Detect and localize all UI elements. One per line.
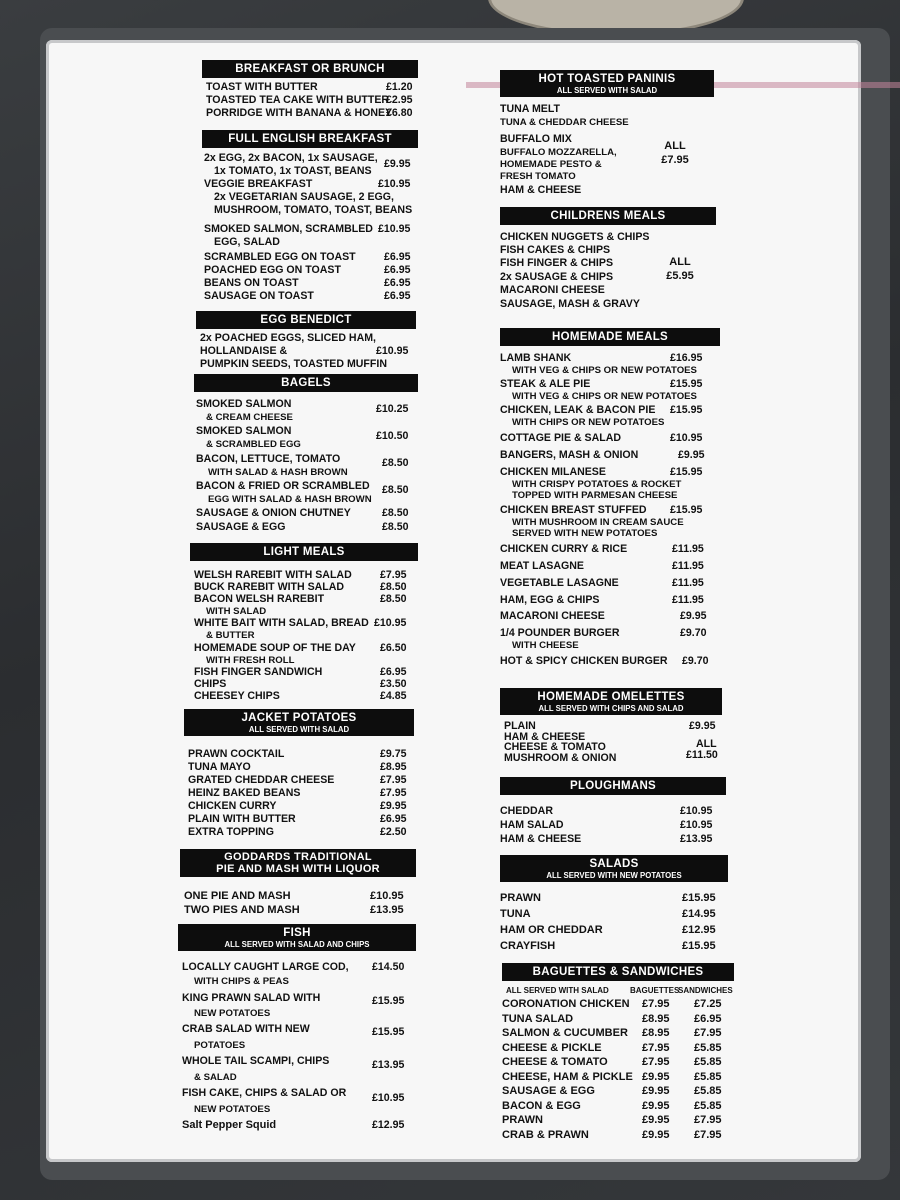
list-item: MACARONI CHEESE (500, 284, 605, 296)
item-list (500, 352, 744, 672)
baguette-price: £9.95 (642, 1128, 670, 1141)
section-header: LIGHT MEALS (190, 543, 418, 561)
list-item: MUSHROOM & ONION (504, 751, 617, 764)
list-item: FISH CAKE, CHIPS & SALAD OR (182, 1087, 347, 1099)
list-item: WITH FRESH ROLL (206, 655, 295, 666)
list-item: FISH FINGER SANDWICH (194, 666, 323, 678)
list-item: MEAT LASAGNE (500, 560, 584, 572)
column-headers: ALL SERVED WITH SALAD BAGUETTES SANDWICHES (506, 986, 733, 995)
price: £3.50 (380, 678, 407, 690)
section-header: GODDARDS TRADITIONAL PIE AND MASH WITH LIQUOR (180, 849, 416, 877)
baguette-price: £9.95 (642, 1085, 670, 1097)
section-header: BAGELS (194, 374, 418, 392)
section-header: JACKET POTATOES ALL SERVED WITH SALAD (184, 709, 414, 736)
item-name: CORONATION CHICKEN (502, 998, 630, 1010)
list-item: NEW POTATOES (194, 1008, 271, 1019)
list-item: COTTAGE PIE & SALAD (500, 432, 622, 444)
baguette-price: £9.95 (642, 1099, 670, 1112)
list-item: CHICKEN BREAST STUFFED (500, 504, 647, 516)
list-item: SERVED WITH NEW POTATOES (512, 528, 658, 539)
item-name: CHEESE & PICKLE (502, 1041, 602, 1054)
section-header: BAGUETTES & SANDWICHES (502, 963, 734, 981)
baguette-price: £8.95 (642, 1027, 670, 1039)
price: £16.95 (670, 352, 703, 364)
item-name: TUNA SALAD (502, 1012, 574, 1025)
list-item: PRAWN COCKTAIL £9.75 (188, 748, 407, 760)
list-item: FRESH TOMATO (500, 171, 576, 182)
price: £11.50 (686, 749, 718, 761)
baguette-price: £7.95 (642, 998, 670, 1010)
price: £10.25 (376, 403, 409, 415)
item-list (196, 398, 418, 538)
section-jacket-potatoes (176, 709, 418, 839)
item-list (206, 81, 418, 120)
list-item: CHICKEN, LEAK & BACON PIE (500, 404, 656, 416)
list-item: CRAYFISH £15.95 (500, 940, 716, 952)
item-list (184, 889, 418, 917)
price: £6.95 (384, 277, 411, 289)
price: £9.95 (384, 158, 411, 170)
section-header: HOMEMADE OMELETTES ALL SERVED WITH CHIPS AND SALAD (500, 688, 722, 715)
list-item: TOASTED TEA CAKE WITH BUTTER £2.95 (206, 94, 413, 106)
list-item: 2x EGG, 2x BACON, 1x SAUSAGE, (204, 152, 378, 164)
list-item: PUMPKIN SEEDS, TOASTED MUFFIN (200, 358, 387, 370)
section-goddards (176, 849, 418, 917)
sandwich-price: £5.85 (694, 1085, 722, 1097)
list-item: POTATOES (194, 1040, 246, 1051)
price: £10.95 (376, 345, 409, 357)
sandwich-price: £7.95 (694, 1114, 722, 1126)
sandwich-price: £5.85 (694, 1056, 722, 1068)
section-paninis (494, 70, 744, 203)
list-item: SAUSAGE ON TOAST (204, 290, 314, 302)
list-item: MUSHROOM, TOMATO, TOAST, BEANS (214, 204, 413, 216)
list-item: HOLLANDAISE & (200, 345, 288, 357)
baguette-price: £9.95 (642, 1114, 670, 1126)
baguette-price: £9.95 (642, 1070, 670, 1083)
list-item: MACARONI CHEESE (500, 610, 605, 622)
list-item: WITH CRISPY POTATOES & ROCKET (512, 479, 682, 490)
baguette-price: £8.95 (642, 1012, 670, 1025)
table-row (502, 1113, 744, 1128)
list-item: VEGGIE BREAKFAST (204, 178, 313, 190)
sandwich-price: £5.85 (694, 1099, 722, 1112)
list-item: PLAIN WITH BUTTER £6.95 (188, 813, 407, 825)
list-item: VEGETABLE LASAGNE (500, 577, 619, 589)
price: £10.95 (378, 178, 411, 190)
section-header: FULL ENGLISH BREAKFAST (202, 130, 418, 148)
list-item: Salt Pepper Squid (182, 1119, 277, 1131)
price: £15.95 (372, 1026, 405, 1038)
price: £6.95 (384, 290, 411, 302)
list-item: CRAB SALAD WITH NEW (182, 1023, 310, 1035)
list-item: FISH FINGER & CHIPS (500, 257, 614, 269)
baguette-price: £7.95 (642, 1041, 670, 1054)
list-item: SMOKED SALMON (196, 398, 292, 410)
list-item: TUNA £14.95 (500, 908, 716, 920)
section-fish (176, 924, 418, 1141)
list-item: WHOLE TAIL SCAMPI, CHIPS (182, 1055, 330, 1067)
sandwich-price: £5.85 (694, 1070, 722, 1083)
price: £8.50 (382, 457, 409, 469)
price: £14.50 (372, 961, 405, 973)
price: £8.50 (380, 581, 407, 593)
list-item: STEAK & ALE PIE (500, 378, 591, 390)
list-item: BUCK RAREBIT WITH SALAD (194, 581, 345, 593)
price: £9.70 (682, 655, 709, 667)
list-item: & BUTTER (206, 630, 255, 641)
all-price-block: ALL £7.95 (661, 140, 689, 166)
list-item: SCRAMBLED EGG ON TOAST (204, 251, 356, 263)
list-item: EGG, SALAD (214, 236, 280, 248)
price: £6.95 (384, 251, 411, 263)
list-item: WITH VEG & CHIPS OR NEW POTATOES (512, 365, 697, 376)
list-item: EXTRA TOPPING £2.50 (188, 826, 407, 838)
list-item: EGG WITH SALAD & HASH BROWN (208, 494, 372, 505)
list-item: CHEDDAR £10.95 (500, 805, 713, 817)
list-item: SAUSAGE, MASH & GRAVY (500, 298, 640, 310)
section-header: HOT TOASTED PANINIS ALL SERVED WITH SALAD (500, 70, 714, 97)
list-item: TWO PIES AND MASH £13.95 (184, 904, 404, 916)
table-row (502, 1128, 744, 1143)
price: £15.95 (670, 404, 703, 416)
section-light-meals (176, 543, 418, 702)
list-item: BACON, LETTUCE, TOMATO (196, 453, 341, 465)
list-item: PRAWN £15.95 (500, 892, 716, 904)
item-list (500, 804, 744, 846)
item-list (500, 103, 744, 203)
list-item: WITH CHIPS & PEAS (194, 976, 289, 987)
item-list (504, 721, 744, 771)
price: £8.50 (382, 521, 409, 533)
list-item: WITH MUSHROOM IN CREAM SAUCE (512, 517, 684, 528)
list-item: 2x SAUSAGE & CHIPS (500, 271, 614, 283)
price: £13.95 (372, 1059, 405, 1071)
list-item: TUNA MELT (500, 103, 561, 115)
list-item: & CREAM CHEESE (206, 412, 293, 423)
price: £11.95 (672, 543, 704, 555)
list-item: & SCRAMBLED EGG (206, 439, 301, 450)
list-item: SAUSAGE & EGG (196, 521, 286, 533)
list-item: FISH CAKES & CHIPS (500, 244, 611, 256)
section-homemade-meals (494, 328, 744, 672)
sandwich-price: £6.95 (694, 1012, 722, 1025)
list-item: BACON WELSH RAREBIT (194, 593, 325, 605)
list-item: CHEESEY CHIPS (194, 690, 280, 702)
list-item: PORRIDGE WITH BANANA & HONEY £6.80 (206, 107, 413, 119)
item-name: CRAB & PRAWN (502, 1128, 589, 1141)
list-item: CHICKEN MILANESE (500, 466, 606, 478)
list-item: BUFFALO MIX (500, 133, 572, 145)
all-label: ALL (696, 738, 717, 750)
section-baguettes (494, 963, 744, 1142)
item-name: PRAWN (502, 1114, 543, 1126)
baguette-rows (502, 997, 744, 1142)
list-item: BUFFALO MOZZARELLA, (500, 147, 617, 158)
price: £4.85 (380, 690, 407, 702)
table-row (502, 1041, 744, 1056)
list-item: TUNA MAYO £8.95 (188, 761, 407, 773)
list-item: SAUSAGE & ONION CHUTNEY (196, 507, 351, 519)
price: £10.95 (374, 617, 407, 629)
price: £6.95 (384, 264, 411, 276)
list-item: WELSH RAREBIT WITH SALAD (194, 569, 352, 581)
list-item: ONE PIE AND MASH £10.95 (184, 890, 404, 902)
list-item: CHICKEN CURRY & RICE (500, 543, 628, 555)
table-row (502, 997, 744, 1012)
price: £15.95 (670, 504, 703, 516)
price: £11.95 (672, 560, 704, 572)
list-item: HAM SALAD £10.95 (500, 819, 713, 831)
price: £15.95 (372, 995, 405, 1007)
list-item: CHICKEN CURRY £9.95 (188, 800, 407, 812)
item-name: SAUSAGE & EGG (502, 1085, 595, 1097)
price: £10.95 (378, 223, 411, 235)
list-item: CHICKEN NUGGETS & CHIPS (500, 231, 650, 243)
sandwich-price: £7.95 (694, 1128, 722, 1141)
table-row (502, 1055, 744, 1070)
list-item: BEANS ON TOAST (204, 277, 299, 289)
list-item: NEW POTATOES (194, 1104, 271, 1115)
list-item: TUNA & CHEDDAR CHEESE (500, 117, 629, 128)
section-header: FISH ALL SERVED WITH SALAD AND CHIPS (178, 924, 416, 951)
list-item: HEINZ BAKED BEANS £7.95 (188, 787, 407, 799)
table-row (502, 1070, 744, 1085)
price: £9.95 (680, 610, 707, 622)
section-childrens (494, 207, 744, 311)
item-name: SALMON & CUCUMBER (502, 1027, 628, 1039)
list-item: & SALAD (194, 1072, 237, 1083)
item-name: CHEESE, HAM & PICKLE (502, 1070, 633, 1083)
list-item: LAMB SHANK (500, 352, 572, 364)
list-item: TOAST WITH BUTTER £1.20 (206, 81, 413, 93)
table-row (502, 1026, 744, 1041)
item-list (204, 152, 418, 302)
price: £8.50 (382, 484, 409, 496)
item-name: BACON & EGG (502, 1099, 581, 1112)
section-header: SALADS ALL SERVED WITH NEW POTATOES (500, 855, 728, 882)
sandwich-price: £7.95 (694, 1027, 722, 1039)
list-item: WITH SALAD (206, 606, 267, 617)
list-item: KING PRAWN SALAD WITH (182, 992, 321, 1004)
section-breakfast (176, 60, 418, 120)
section-header: CHILDRENS MEALS (500, 207, 716, 225)
all-price-block: ALL £5.95 (666, 256, 694, 282)
list-item: WITH CHIPS OR NEW POTATOES (512, 417, 665, 428)
section-omelettes (494, 688, 744, 771)
list-item: 2x POACHED EGGS, SLICED HAM, (200, 332, 377, 344)
price: £11.95 (672, 594, 704, 606)
list-item: 2x VEGETARIAN SAUSAGE, 2 EGG, (214, 191, 394, 203)
list-item: PLAIN (504, 720, 536, 732)
section-header: HOMEMADE MEALS (500, 328, 720, 346)
section-ploughmans (494, 777, 744, 846)
list-item: SMOKED SALMON (196, 425, 292, 437)
item-list (502, 985, 744, 1142)
price: £9.95 (689, 720, 716, 732)
list-item: WITH SALAD & HASH BROWN (208, 467, 348, 478)
price: £15.95 (670, 466, 703, 478)
table-row (502, 1012, 744, 1027)
section-header: PLOUGHMANS (500, 777, 726, 795)
list-item: POACHED EGG ON TOAST (204, 264, 341, 276)
list-item: HAM & CHEESE (504, 730, 586, 743)
list-item: SMOKED SALMON, SCRAMBLED (204, 223, 373, 235)
list-item: HAM OR CHEDDAR £12.95 (500, 924, 716, 936)
section-header: EGG BENEDICT (196, 311, 416, 329)
price: £10.95 (372, 1092, 405, 1104)
list-item: HOMEMADE SOUP OF THE DAY (194, 642, 356, 654)
list-item: HOMEMADE PESTO & (500, 159, 602, 170)
section-header: BREAKFAST OR BRUNCH (202, 60, 418, 78)
list-item: HAM & CHEESE (500, 184, 582, 196)
price: £15.95 (670, 378, 703, 390)
price: £11.95 (672, 577, 704, 589)
list-item: BACON & FRIED OR SCRAMBLED (196, 480, 370, 492)
price: £10.50 (376, 430, 409, 442)
baguette-price: £7.95 (642, 1056, 670, 1068)
price: £12.95 (372, 1119, 405, 1131)
table-row (502, 1099, 744, 1114)
list-item: HAM, EGG & CHIPS (500, 594, 600, 606)
list-item: 1x TOMATO, 1x TOAST, BEANS (214, 165, 372, 177)
item-list (500, 890, 744, 954)
list-item: CHIPS (194, 678, 227, 690)
price: £9.70 (680, 627, 707, 639)
list-item: WHITE BAIT WITH SALAD, BREAD (194, 617, 369, 629)
price: £10.95 (670, 432, 703, 444)
item-list (200, 332, 418, 374)
price: £6.50 (380, 642, 407, 654)
sandwich-price: £7.25 (694, 998, 722, 1010)
item-list (182, 961, 418, 1141)
list-item: 1/4 POUNDER BURGER (500, 627, 620, 639)
item-list (500, 231, 744, 311)
price: £8.50 (382, 507, 409, 519)
section-full-english (176, 130, 418, 302)
section-egg-benedict (176, 311, 418, 374)
price: £7.95 (380, 569, 407, 581)
item-list (194, 569, 418, 702)
list-item: HAM & CHEESE £13.95 (500, 833, 713, 845)
list-item: HOT & SPICY CHICKEN BURGER (500, 655, 668, 667)
price: £6.95 (380, 666, 407, 678)
list-item: CHEESE & TOMATO (504, 741, 606, 753)
table-row (502, 1084, 744, 1099)
item-name: CHEESE & TOMATO (502, 1056, 608, 1068)
list-item: LOCALLY CAUGHT LARGE COD, (182, 961, 349, 973)
sandwich-price: £5.85 (694, 1041, 722, 1054)
list-item: TOPPED WITH PARMESAN CHEESE (512, 490, 678, 501)
section-bagels (176, 374, 418, 538)
item-list (188, 748, 418, 839)
price: £8.50 (380, 593, 407, 605)
price: £9.95 (678, 449, 705, 461)
list-item: BANGERS, MASH & ONION (500, 449, 639, 461)
section-salads (494, 855, 744, 954)
menu-page (46, 40, 861, 1162)
list-item: WITH VEG & CHIPS OR NEW POTATOES (512, 391, 697, 402)
list-item: WITH CHEESE (512, 640, 579, 651)
list-item: GRATED CHEDDAR CHEESE £7.95 (188, 774, 407, 786)
